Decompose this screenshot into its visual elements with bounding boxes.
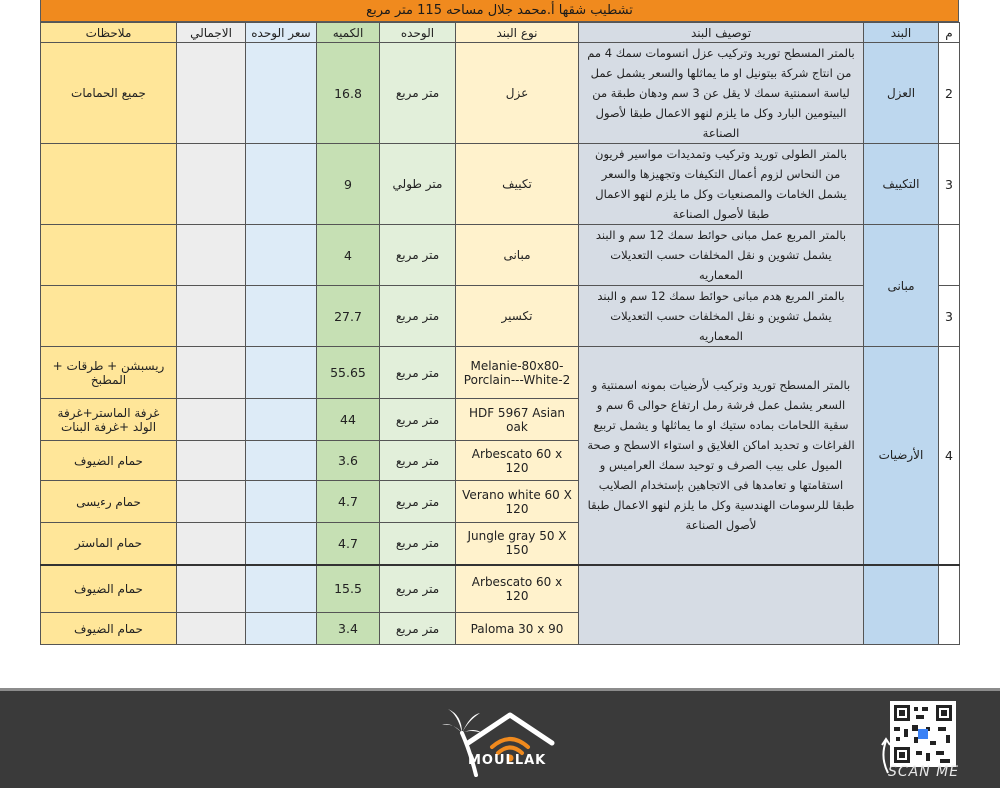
item-description: بالمتر المربع عمل مبانى حوائط سمك 12 سم و البند يشمل تشوين و نقل المخلفات حسب التعديلات المعماريه — [579, 225, 864, 286]
item-type: Paloma 30 x 90 — [456, 613, 579, 645]
item-type: Arbescato 60 x 120 — [456, 565, 579, 613]
table-row — [41, 43, 960, 144]
row-index: 2 — [939, 43, 960, 144]
header-notes: ملاحظات — [41, 23, 177, 43]
band-name: مبانى — [864, 225, 939, 347]
items-table — [40, 22, 960, 645]
item-unit-price[interactable] — [246, 481, 317, 523]
item-unit: متر مربع — [380, 523, 456, 565]
item-type: Verano white 60 X 120 — [456, 481, 579, 523]
item-unit: متر مربع — [380, 441, 456, 481]
band-name: العزل — [864, 43, 939, 144]
item-total — [177, 441, 246, 481]
item-description: بالمتر المسطح توريد وتركيب لأرضيات بمونه اسمنتية و السعر يشمل عمل فرشة رمل ارتفاع حوالى 6 سم و سقية اللحامات بماده ستيك او ما يماثلها و يشمل تربيع الفراغات و تحديد اماكن الغلايق و استواء الاسطح و صحة الميول على بيب الصرف و توحيد سمك العراميس و استقامتها و تعامدها فى الاتجاهين بإستخدام الصلايب طبقا للرسومات الهندسية وكل ما يلزم لنهو الاعمال طبقا لأصول الصناعة — [579, 347, 864, 565]
item-unit: متر مربع — [380, 565, 456, 613]
row-index: 3 — [939, 286, 960, 347]
item-quantity: 4.7 — [317, 523, 380, 565]
item-total — [177, 225, 246, 286]
table-row — [41, 144, 960, 225]
item-type: Jungle gray 50 X 150 — [456, 523, 579, 565]
item-type: مبانى — [456, 225, 579, 286]
item-total — [177, 286, 246, 347]
item-unit-price[interactable] — [246, 144, 317, 225]
item-quantity: 4 — [317, 225, 380, 286]
item-total — [177, 481, 246, 523]
item-quantity: 27.7 — [317, 286, 380, 347]
item-type: تكييف — [456, 144, 579, 225]
item-unit-price[interactable] — [246, 441, 317, 481]
item-notes: حمام الضيوف — [41, 441, 177, 481]
item-unit: متر مربع — [380, 481, 456, 523]
item-notes: حمام الضيوف — [41, 565, 177, 613]
table-row — [41, 347, 960, 399]
item-unit: متر مربع — [380, 286, 456, 347]
palm-house-logo-icon — [440, 703, 570, 783]
item-quantity: 4.7 — [317, 481, 380, 523]
item-unit: متر مربع — [380, 347, 456, 399]
header-unit: الوحده — [380, 23, 456, 43]
sheet-title: تشطيب شقها أ.محمد جلال مساحه 115 متر مربع — [40, 0, 959, 22]
item-unit-price[interactable] — [246, 399, 317, 441]
item-total — [177, 523, 246, 565]
header-band: البند — [864, 23, 939, 43]
brand-name: MOULLAK — [468, 753, 547, 768]
scan-me-label: SCAN ME — [888, 764, 960, 780]
table-row — [41, 565, 960, 613]
item-description: بالمتر المسطح توريد وتركيب عزل انسومات سمك 4 مم من انتاج شركة بيتونيل او ما يماثلها والسعر يشمل عمل لياسة اسمنتية سمك لا يقل عن 3 سم ودهان طبقة من البيتومين البارد وكل ما يلزم لنهو الاعمال طبقا لأصول الصناعة — [579, 43, 864, 144]
item-unit-price[interactable] — [246, 43, 317, 144]
item-description: بالمتر المربع هدم مبانى حوائط سمك 12 سم و البند يشمل تشوين و نقل المخلفات حسب التعديلات المعماريه — [579, 286, 864, 347]
header-row — [41, 23, 960, 43]
band-name: التكييف — [864, 144, 939, 225]
brand-footer — [0, 688, 1000, 788]
item-notes: جميع الحمامات — [41, 43, 177, 144]
item-notes: حمام الماستر — [41, 523, 177, 565]
item-unit: متر مربع — [380, 613, 456, 645]
item-quantity: 16.8 — [317, 43, 380, 144]
item-quantity: 15.5 — [317, 565, 380, 613]
item-notes: ريسبشن + طرقات + المطبخ — [41, 347, 177, 399]
item-notes — [41, 225, 177, 286]
item-unit: متر مربع — [380, 43, 456, 144]
item-unit: متر مربع — [380, 225, 456, 286]
item-total — [177, 613, 246, 645]
item-notes: حمام الضيوف — [41, 613, 177, 645]
item-type: تكسير — [456, 286, 579, 347]
item-unit-price[interactable] — [246, 523, 317, 565]
row-index — [939, 565, 960, 645]
item-notes: غرفة الماستر+غرفة الولد +غرفة البنات — [41, 399, 177, 441]
item-type: Melanie-80x80-Porclain---White-2 — [456, 347, 579, 399]
item-unit-price[interactable] — [246, 347, 317, 399]
band-name — [864, 565, 939, 645]
item-total — [177, 399, 246, 441]
item-quantity: 3.4 — [317, 613, 380, 645]
item-quantity: 44 — [317, 399, 380, 441]
item-type: عزل — [456, 43, 579, 144]
quotation-sheet — [40, 0, 959, 645]
band-name: الأرضيات — [864, 347, 939, 565]
item-quantity: 9 — [317, 144, 380, 225]
item-unit-price[interactable] — [246, 225, 317, 286]
table-row — [41, 225, 960, 286]
header-type: نوع البند — [456, 23, 579, 43]
item-type: Arbescato 60 x 120 — [456, 441, 579, 481]
item-notes — [41, 286, 177, 347]
row-index — [939, 225, 960, 286]
header-total: الاجمالي — [177, 23, 246, 43]
item-notes: حمام رءيسى — [41, 481, 177, 523]
item-total — [177, 565, 246, 613]
item-unit-price[interactable] — [246, 286, 317, 347]
table-row — [41, 286, 960, 347]
row-index: 4 — [939, 347, 960, 565]
item-notes — [41, 144, 177, 225]
row-index: 3 — [939, 144, 960, 225]
header-quantity: الكميه — [317, 23, 380, 43]
header-unit-price: سعر الوحده — [246, 23, 317, 43]
header-index: م — [939, 23, 960, 43]
item-type: HDF 5967 Asian oak — [456, 399, 579, 441]
item-unit: متر مربع — [380, 399, 456, 441]
item-total — [177, 144, 246, 225]
item-unit-price[interactable] — [246, 613, 317, 645]
header-description: توصيف البند — [579, 23, 864, 43]
item-total — [177, 43, 246, 144]
item-quantity: 3.6 — [317, 441, 380, 481]
item-unit: متر طولي — [380, 144, 456, 225]
item-description: بالمتر الطولى توريد وتركيب وتمديدات مواسير فريون من النحاس لزوم أعمال التكيفات وتجهيزها والسعر يشمل الخامات والمصنعيات وكل ما يلزم لنهو الاعمال طبقا لأصول الصناعة — [579, 144, 864, 225]
item-total — [177, 347, 246, 399]
item-unit-price[interactable] — [246, 565, 317, 613]
item-quantity: 55.65 — [317, 347, 380, 399]
item-description — [579, 565, 864, 645]
